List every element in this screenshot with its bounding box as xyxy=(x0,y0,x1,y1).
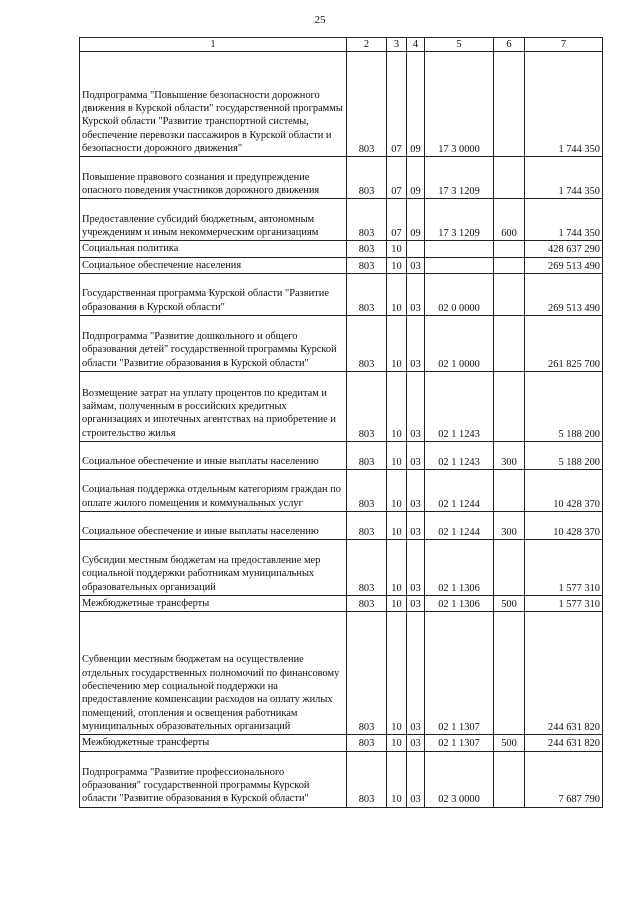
cell-name: Социальное обеспечение и иные выплаты населению xyxy=(80,511,347,539)
cell-rz: 07 xyxy=(387,157,407,199)
table-row xyxy=(80,751,603,807)
cell-vr xyxy=(494,257,525,273)
cell-vr: 300 xyxy=(494,511,525,539)
cell-csr: 02 1 1243 xyxy=(425,441,494,469)
cell-csr xyxy=(425,257,494,273)
cell-csr: 02 1 1244 xyxy=(425,511,494,539)
cell-rz: 10 xyxy=(387,511,407,539)
cell-pr: 09 xyxy=(407,157,425,199)
header-cell: 5 xyxy=(425,38,494,52)
cell-csr: 02 1 1307 xyxy=(425,612,494,735)
cell-rz: 10 xyxy=(387,315,407,371)
cell-rz: 10 xyxy=(387,751,407,807)
cell-vr xyxy=(494,751,525,807)
cell-csr: 02 1 1243 xyxy=(425,371,494,441)
cell-sum: 5 188 200 xyxy=(525,441,603,469)
cell-name: Предоставление субсидий бюджетным, автономным учреждениям и иным некоммерческим организациям xyxy=(80,199,347,241)
cell-csr: 02 1 1307 xyxy=(425,735,494,751)
cell-grbs: 803 xyxy=(347,751,387,807)
table-row xyxy=(80,315,603,371)
cell-pr: 03 xyxy=(407,441,425,469)
cell-name: Межбюджетные трансферты xyxy=(80,595,347,611)
cell-vr: 500 xyxy=(494,735,525,751)
cell-pr: 03 xyxy=(407,539,425,595)
cell-grbs: 803 xyxy=(347,612,387,735)
cell-sum: 244 631 820 xyxy=(525,612,603,735)
cell-pr: 03 xyxy=(407,469,425,511)
cell-sum: 1 744 350 xyxy=(525,52,603,157)
cell-rz: 10 xyxy=(387,273,407,315)
cell-rz: 10 xyxy=(387,539,407,595)
cell-rz: 07 xyxy=(387,199,407,241)
table-row xyxy=(80,257,603,273)
header-cell: 3 xyxy=(387,38,407,52)
cell-grbs: 803 xyxy=(347,199,387,241)
cell-sum: 7 687 790 xyxy=(525,751,603,807)
cell-name: Социальное обеспечение населения xyxy=(80,257,347,273)
cell-sum: 1 744 350 xyxy=(525,157,603,199)
table-row xyxy=(80,371,603,441)
cell-pr: 03 xyxy=(407,511,425,539)
cell-sum: 10 428 370 xyxy=(525,511,603,539)
cell-name: Субсидии местным бюджетам на предоставление мер социальной поддержки работникам муниципальных образовательных организаций xyxy=(80,539,347,595)
cell-grbs: 803 xyxy=(347,157,387,199)
page-number: 25 xyxy=(314,14,326,26)
table-row xyxy=(80,157,603,199)
header-cell: 7 xyxy=(525,38,603,52)
cell-rz: 10 xyxy=(387,257,407,273)
cell-name: Социальная поддержка отдельным категориям граждан по оплате жилого помещения и коммунальных услуг xyxy=(80,469,347,511)
cell-sum: 1 577 310 xyxy=(525,595,603,611)
cell-csr xyxy=(425,241,494,257)
cell-grbs: 803 xyxy=(347,539,387,595)
cell-grbs: 803 xyxy=(347,595,387,611)
cell-name: Подпрограмма "Развитие дошкольного и общего образования детей" государственной программы Курской области "Развитие образования в Курской области" xyxy=(80,315,347,371)
cell-pr: 03 xyxy=(407,257,425,273)
cell-pr: 03 xyxy=(407,612,425,735)
table-row xyxy=(80,52,603,157)
table-row xyxy=(80,199,603,241)
cell-pr: 09 xyxy=(407,52,425,157)
cell-vr xyxy=(494,315,525,371)
cell-grbs: 803 xyxy=(347,441,387,469)
cell-sum: 5 188 200 xyxy=(525,371,603,441)
cell-pr: 03 xyxy=(407,735,425,751)
cell-grbs: 803 xyxy=(347,273,387,315)
header-cell: 6 xyxy=(494,38,525,52)
budget-table xyxy=(79,37,603,808)
cell-grbs: 803 xyxy=(347,511,387,539)
cell-grbs: 803 xyxy=(347,735,387,751)
cell-sum: 10 428 370 xyxy=(525,469,603,511)
header-row xyxy=(80,38,603,52)
cell-rz: 10 xyxy=(387,241,407,257)
table-row xyxy=(80,595,603,611)
header-cell: 1 xyxy=(80,38,347,52)
cell-grbs: 803 xyxy=(347,52,387,157)
cell-csr: 17 3 1209 xyxy=(425,157,494,199)
cell-pr xyxy=(407,241,425,257)
cell-vr xyxy=(494,371,525,441)
table-body xyxy=(80,52,603,807)
cell-sum: 244 631 820 xyxy=(525,735,603,751)
table-row xyxy=(80,469,603,511)
cell-name: Государственная программа Курской области "Развитие образования в Курской области" xyxy=(80,273,347,315)
cell-rz: 10 xyxy=(387,371,407,441)
cell-vr: 600 xyxy=(494,199,525,241)
cell-name: Повышение правового сознания и предупреждение опасного поведения участников дорожного движения xyxy=(80,157,347,199)
cell-rz: 10 xyxy=(387,612,407,735)
cell-csr: 02 1 1306 xyxy=(425,595,494,611)
table-row xyxy=(80,241,603,257)
cell-sum: 269 513 490 xyxy=(525,273,603,315)
cell-pr: 03 xyxy=(407,751,425,807)
header-cell: 4 xyxy=(407,38,425,52)
cell-rz: 10 xyxy=(387,735,407,751)
cell-name: Подпрограмма "Развитие профессионального образования" государственной программы Курской области "Развитие образования в Курской области" xyxy=(80,751,347,807)
cell-name: Социальное обеспечение и иные выплаты населению xyxy=(80,441,347,469)
cell-pr: 03 xyxy=(407,273,425,315)
cell-rz: 10 xyxy=(387,441,407,469)
cell-name: Возмещение затрат на уплату процентов по кредитам и займам, полученным в российских кредитных организациях и ипотечных агентствах на приобретение и строительство жилья xyxy=(80,371,347,441)
table-row xyxy=(80,735,603,751)
cell-vr xyxy=(494,273,525,315)
cell-csr: 02 1 0000 xyxy=(425,315,494,371)
cell-rz: 07 xyxy=(387,52,407,157)
cell-vr xyxy=(494,52,525,157)
cell-grbs: 803 xyxy=(347,315,387,371)
table-row xyxy=(80,539,603,595)
cell-csr: 02 0 0000 xyxy=(425,273,494,315)
cell-pr: 03 xyxy=(407,315,425,371)
cell-vr xyxy=(494,157,525,199)
cell-rz: 10 xyxy=(387,595,407,611)
cell-sum: 261 825 700 xyxy=(525,315,603,371)
cell-name: Подпрограмма "Повышение безопасности дорожного движения в Курской области" государственной программы Курской области "Развитие транспортной системы, обеспечение перевозки пассажиров в Курской области и безопасности дорожного движения" xyxy=(80,52,347,157)
table-row xyxy=(80,273,603,315)
cell-vr xyxy=(494,612,525,735)
table-row xyxy=(80,612,603,735)
cell-vr xyxy=(494,469,525,511)
cell-sum: 269 513 490 xyxy=(525,257,603,273)
cell-pr: 03 xyxy=(407,595,425,611)
cell-sum: 1 744 350 xyxy=(525,199,603,241)
cell-csr: 02 1 1244 xyxy=(425,469,494,511)
cell-name: Субвенции местным бюджетам на осуществление отдельных государственных полномочий по финансовому обеспечению мер социальной поддержки на предоставление компенсации расходов на оплату жилых помещений, отопления и освещения работникам муниципальных образовательных организаций xyxy=(80,612,347,735)
cell-csr: 02 3 0000 xyxy=(425,751,494,807)
cell-grbs: 803 xyxy=(347,469,387,511)
cell-pr: 09 xyxy=(407,199,425,241)
cell-csr: 02 1 1306 xyxy=(425,539,494,595)
cell-sum: 428 637 290 xyxy=(525,241,603,257)
cell-vr xyxy=(494,539,525,595)
cell-rz: 10 xyxy=(387,469,407,511)
cell-vr: 300 xyxy=(494,441,525,469)
cell-name: Межбюджетные трансферты xyxy=(80,735,347,751)
cell-pr: 03 xyxy=(407,371,425,441)
cell-vr: 500 xyxy=(494,595,525,611)
cell-grbs: 803 xyxy=(347,241,387,257)
cell-grbs: 803 xyxy=(347,371,387,441)
table-row xyxy=(80,511,603,539)
cell-grbs: 803 xyxy=(347,257,387,273)
cell-vr xyxy=(494,241,525,257)
cell-sum: 1 577 310 xyxy=(525,539,603,595)
table-row xyxy=(80,441,603,469)
cell-name: Социальная политика xyxy=(80,241,347,257)
cell-csr: 17 3 0000 xyxy=(425,52,494,157)
cell-csr: 17 3 1209 xyxy=(425,199,494,241)
header-cell: 2 xyxy=(347,38,387,52)
